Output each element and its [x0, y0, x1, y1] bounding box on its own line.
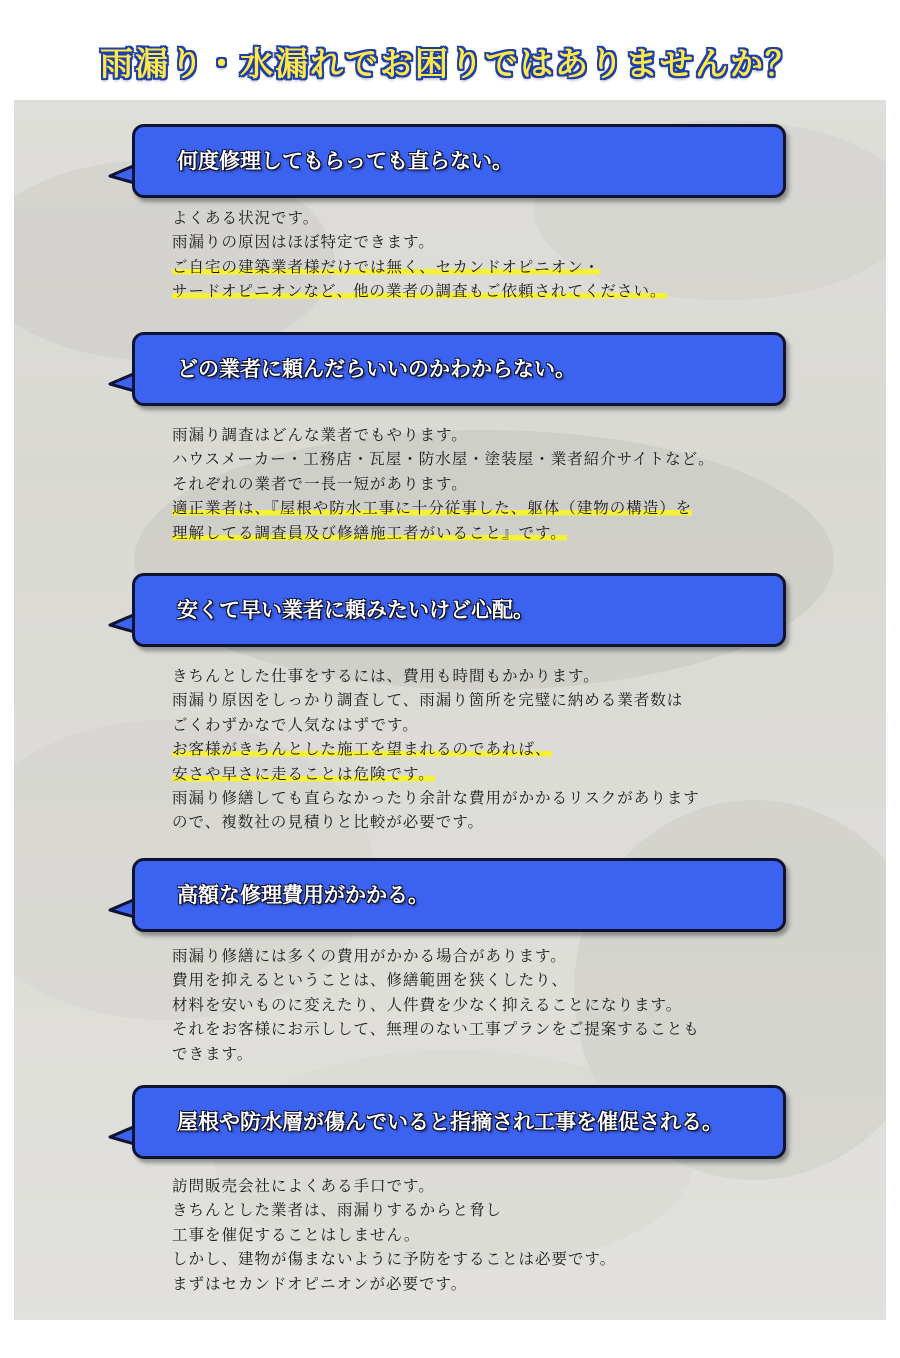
answer-line-text: ハウスメーカー・工務店・瓦屋・防水屋・塗装屋・業者紹介サイトなど。 — [172, 450, 715, 469]
answer-line — [172, 521, 812, 545]
highlighted-text: サードオピニオンなど、他の業者の調査もご依頼されてください。 — [172, 282, 667, 301]
heading-text: 安くて早い業者に頼みたいけど心配。 — [177, 598, 534, 622]
heading-bubble — [132, 858, 786, 932]
answer-line-text: 雨漏り修繕しても直らなかったり余計な費用がかかるリスクがあります — [172, 789, 700, 808]
answer-line — [172, 786, 812, 810]
answer-line-text: ごくわずかなで人気なはずです。 — [172, 715, 419, 734]
answer-line — [172, 472, 812, 496]
answer-line — [172, 1042, 812, 1066]
page-title: 雨漏り・水漏れでお困りではありませんか？ — [100, 44, 800, 83]
highlighted-text: お客様がきちんとした施工を望まれるのであれば、 — [172, 740, 552, 759]
answer-line — [172, 1247, 812, 1271]
answer-line — [172, 1198, 812, 1222]
answer-line — [172, 944, 812, 968]
answer-text — [172, 664, 812, 835]
answer-line-text: 雨漏り原因をしっかり調査して、雨漏り箇所を完璧に納める業者数は — [172, 691, 684, 710]
answer-line — [172, 688, 812, 712]
answer-line — [172, 1174, 812, 1198]
answer-line-text: 費用を抑えるということは、修繕範囲を狭くしたり、 — [172, 971, 569, 990]
answer-line-text: できます。 — [172, 1044, 254, 1063]
highlighted-text: 理解してる調査員及び修繕施工者がいること』です。 — [172, 523, 567, 542]
answer-line — [172, 255, 812, 279]
answer-line-text: 雨漏り修繕には多くの費用がかかる場合があります。 — [172, 947, 567, 965]
answer-line — [172, 1272, 812, 1296]
answer-line — [172, 423, 812, 447]
answer-text — [172, 423, 812, 545]
answer-line-text: 材料を安いものに変えたり、人件費を少なく抑えることになります。 — [172, 995, 683, 1014]
answer-line-text: きちんとした仕事をするには、費用も時間もかかります。 — [172, 667, 600, 685]
answer-line-text: まずはセカンドオピニオンが必要です。 — [172, 1274, 468, 1293]
answer-line — [172, 810, 812, 834]
answer-line — [172, 993, 812, 1017]
answer-line — [172, 230, 812, 254]
heading-bubble — [132, 1085, 786, 1159]
answer-line-text: 雨漏り調査はどんな業者でもやります。 — [172, 426, 468, 444]
answer-line — [172, 737, 812, 761]
answer-text — [172, 944, 812, 1066]
answer-line — [172, 1223, 812, 1247]
heading-text: 屋根や防水層が傷んでいると指摘され工事を催促される。 — [177, 1110, 723, 1134]
heading-text: 何度修理してもらっても直らない。 — [177, 149, 513, 173]
answer-line — [172, 279, 812, 303]
heading-text: どの業者に頼んだらいいのかわからない。 — [177, 357, 576, 381]
answer-line — [172, 968, 812, 992]
answer-line — [172, 496, 812, 520]
answer-line — [172, 713, 812, 737]
answer-line — [172, 447, 812, 471]
answer-line — [172, 762, 812, 786]
answer-line-text: それをお客様にお示しして、無理のない工事プランをご提案することも — [172, 1020, 700, 1039]
answer-line-text: しかし、建物が傷まないように予防をすることは必要です。 — [172, 1250, 617, 1269]
heading-bubble — [132, 124, 786, 198]
answer-line-text: 雨漏りの原因はほぼ特定できます。 — [172, 233, 435, 252]
answer-line-text: 工事を催促することはしません。 — [172, 1225, 421, 1244]
answer-line-text: ので、複数社の見積りと比較が必要です。 — [172, 813, 484, 832]
answer-line-text: それぞれの業者で一長一短があります。 — [172, 474, 468, 493]
answer-line — [172, 206, 812, 230]
highlighted-text: ご自宅の建築業者様だけでは無く、セカンドオピニオン・ — [172, 257, 601, 276]
answer-line-text: 訪問販売会社によくある手口です。 — [172, 1177, 435, 1195]
answer-line — [172, 1017, 812, 1041]
heading-bubble — [132, 573, 786, 647]
answer-line-text: よくある状況です。 — [172, 209, 320, 227]
heading-text: 高額な修理費用がかかる。 — [177, 883, 429, 907]
heading-bubble — [132, 332, 786, 406]
answer-text — [172, 1174, 812, 1296]
highlighted-text: 安さや早さに走ることは危険です。 — [172, 764, 435, 783]
answer-text — [172, 206, 812, 304]
answer-line — [172, 664, 812, 688]
answer-line-text: きちんとした業者は、雨漏りするからと脅し — [172, 1201, 503, 1220]
highlighted-text: 適正業者は、『屋根や防水工事に十分従事した、躯体（建物の構造）を — [172, 499, 693, 518]
